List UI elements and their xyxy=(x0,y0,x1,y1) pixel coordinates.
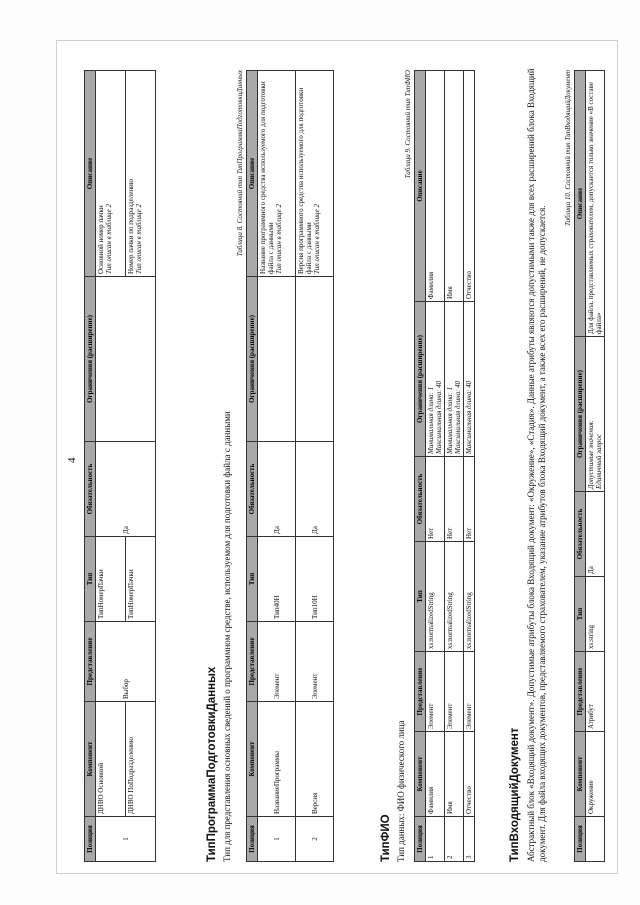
cell-representation: Атрибут xyxy=(586,652,605,732)
cell-required: Да xyxy=(586,492,605,577)
section-title-incoming-doc: ТипВходящийДокумент xyxy=(509,727,521,862)
table-row xyxy=(464,71,475,862)
table-9 xyxy=(414,70,475,862)
cell-type: xs:normalizedString xyxy=(464,542,475,652)
header-limits: Ограничения (расширение) xyxy=(247,277,258,442)
cell-limits xyxy=(586,337,605,492)
description-text: Номер пачки по подразделению xyxy=(127,178,135,274)
description-text: Название программного средства используемого для подготовки файла с данными xyxy=(259,81,275,274)
section-title-fio: ТипФИО xyxy=(380,814,392,862)
header-description: Описание xyxy=(85,71,96,277)
cell-component: Окружение xyxy=(586,732,605,817)
table-8 xyxy=(246,70,334,862)
cell-type: Тип40Н xyxy=(258,537,296,622)
cell-representation: Элемент xyxy=(464,652,475,732)
header-position: Позиция xyxy=(85,817,96,862)
cell-required: Да xyxy=(258,442,296,537)
cell-limits xyxy=(296,277,334,442)
limit-allowed-values: Допустимые значения: xyxy=(587,420,595,489)
cell-component: Фамилия xyxy=(426,732,445,817)
header-limits: Ограничения (расширение) xyxy=(85,277,96,442)
cell-position: 1 xyxy=(258,817,296,862)
cell-description xyxy=(96,71,126,277)
table-9-caption: Таблица 9. Состояний тип ТипФИО xyxy=(404,70,412,179)
header-component: Компонент xyxy=(575,732,586,817)
header-component: Компонент xyxy=(247,702,258,817)
cell-component: Имя xyxy=(445,732,464,817)
description-note: Тип описан в таблице 2 xyxy=(275,204,283,274)
table-row xyxy=(296,71,334,862)
header-representation: Представление xyxy=(247,622,258,702)
table-header xyxy=(247,71,258,862)
cell-limits xyxy=(464,302,475,457)
limit-max: Максимальная длина: 40 xyxy=(454,380,462,454)
description-note: Тип описан в таблице 2 xyxy=(105,204,113,274)
table-10 xyxy=(574,70,605,862)
header-required: Обязательность xyxy=(415,457,426,542)
cell-representation: Элемент xyxy=(426,652,445,732)
cell-description: Отчество xyxy=(464,71,475,302)
header-type: Тип xyxy=(575,577,586,652)
cell-representation: Элемент xyxy=(258,622,296,702)
description-note: Тип описан в таблице 2 xyxy=(135,204,143,274)
header-limits: Ограничения (расширение) xyxy=(415,302,426,457)
header-position: Позиция xyxy=(415,817,426,862)
cell-position: 3 xyxy=(464,817,475,862)
rotated-content xyxy=(64,46,616,866)
cell-representation: Выбор xyxy=(96,622,156,702)
cell-limits xyxy=(96,277,156,442)
page-number: 4 xyxy=(66,457,78,463)
cell-position: 2 xyxy=(445,817,464,862)
description-text: Версия программного средства используемого для подготовки файла с данными xyxy=(297,87,313,274)
header-representation: Представление xyxy=(85,622,96,702)
cell-required: Да xyxy=(296,442,334,537)
cell-type: xs:normalizedString xyxy=(445,542,464,652)
table-header xyxy=(85,71,96,862)
header-type: Тип xyxy=(247,537,258,622)
cell-component: НазваниеПрограммы xyxy=(258,702,296,817)
cell-type: xs:normalizedString xyxy=(426,542,445,652)
table-row xyxy=(445,71,464,862)
table-header xyxy=(415,71,426,862)
cell-representation: Элемент xyxy=(445,652,464,732)
table-row xyxy=(426,71,445,862)
header-description: Описание xyxy=(247,71,258,277)
cell-required: Нет xyxy=(464,457,475,542)
cell-description xyxy=(126,71,156,277)
table-10-caption: Таблица 10. Состояний тип ТипВходящийДокумент xyxy=(564,70,572,227)
header-type: Тип xyxy=(85,537,96,622)
cell-type: ТипНомерПачки xyxy=(96,537,126,622)
cell-limits xyxy=(445,302,464,457)
cell-component: ДНВО ПоПодразделению xyxy=(126,702,156,817)
cell-type: xs:string xyxy=(586,577,605,652)
section-intro-fio: Тип данных: ФИО физического лица xyxy=(396,720,406,862)
limit-value: Единичный запрос xyxy=(595,434,603,489)
cell-limits xyxy=(426,302,445,457)
header-component: Компонент xyxy=(415,732,426,817)
header-description: Описание xyxy=(575,71,586,337)
table-8-caption: Таблица 8. Состояний тип ТипПрограммаПодготовкиДанных xyxy=(236,70,244,257)
cell-required: Да xyxy=(96,442,156,537)
table-row xyxy=(258,71,296,862)
header-position: Позиция xyxy=(247,817,258,862)
header-required: Обязательность xyxy=(247,442,258,537)
header-component: Компонент xyxy=(85,702,96,817)
table-header xyxy=(575,71,586,862)
cell-limits xyxy=(258,277,296,442)
cell-component: ДНВО Основной xyxy=(96,702,126,817)
cell-component: Версия xyxy=(296,702,334,817)
cell-description xyxy=(258,71,296,277)
table-row xyxy=(96,71,126,862)
header-limits: Ограничения (расширение) xyxy=(575,337,586,492)
limit-min: Минимальная длина: 1 xyxy=(427,386,435,454)
header-required: Обязательность xyxy=(575,492,586,577)
limit-max: Максимальная длина: 40 xyxy=(465,380,473,454)
section-title-program: ТипПрограммаПодготовкиДанных xyxy=(206,666,218,862)
header-description: Описание xyxy=(415,71,426,302)
header-representation: Представление xyxy=(415,652,426,732)
cell-description: Фамилия xyxy=(426,71,445,302)
description-note: Тип описан в таблице 2 xyxy=(313,204,321,274)
cell-position: 2 xyxy=(296,817,334,862)
cell-type: ТипНомерПачки xyxy=(126,537,156,622)
cell-position: 1 xyxy=(426,817,445,862)
cell-type: Тип10Н xyxy=(296,537,334,622)
header-required: Обязательность xyxy=(85,442,96,537)
limit-max: Максимальная длина: 40 xyxy=(435,380,443,454)
limit-min: Минимальная длина: 1 xyxy=(446,386,454,454)
cell-description: Для файла, представляемых страхователем, допускается только значение «В составе файла» xyxy=(586,71,605,337)
cell-description: Имя xyxy=(445,71,464,302)
description-text: Основной номер пачки xyxy=(97,205,105,274)
table-row xyxy=(586,71,605,862)
cell-representation: Элемент xyxy=(296,622,334,702)
header-type: Тип xyxy=(415,542,426,652)
cell-position xyxy=(586,817,605,862)
cell-required: Нет xyxy=(426,457,445,542)
cell-position: 1 xyxy=(96,817,156,862)
header-position: Позиция xyxy=(575,817,586,862)
cell-component: Отчество xyxy=(464,732,475,817)
section-intro-program: Тип для представления основных сведений о программном средстве, используемом для подготовки файла с данными xyxy=(222,411,232,862)
cell-required: Нет xyxy=(445,457,464,542)
section-paragraph-incoming-doc: Абстрактный блок «Входящий документ». Допустимые атрибуты блока Входящий документ: «Окружение», «Стадия». Данные атрибуты являются допустимыми также для всех расширений блока Входящий документ. Для файла входящих документов, представляемого страхователем, указание атрибутов блока Входящий документ, а также всех его расширений, не допускается. xyxy=(526,68,547,862)
cell-description xyxy=(296,71,334,277)
table-1 xyxy=(84,70,156,862)
header-representation: Представление xyxy=(575,652,586,732)
